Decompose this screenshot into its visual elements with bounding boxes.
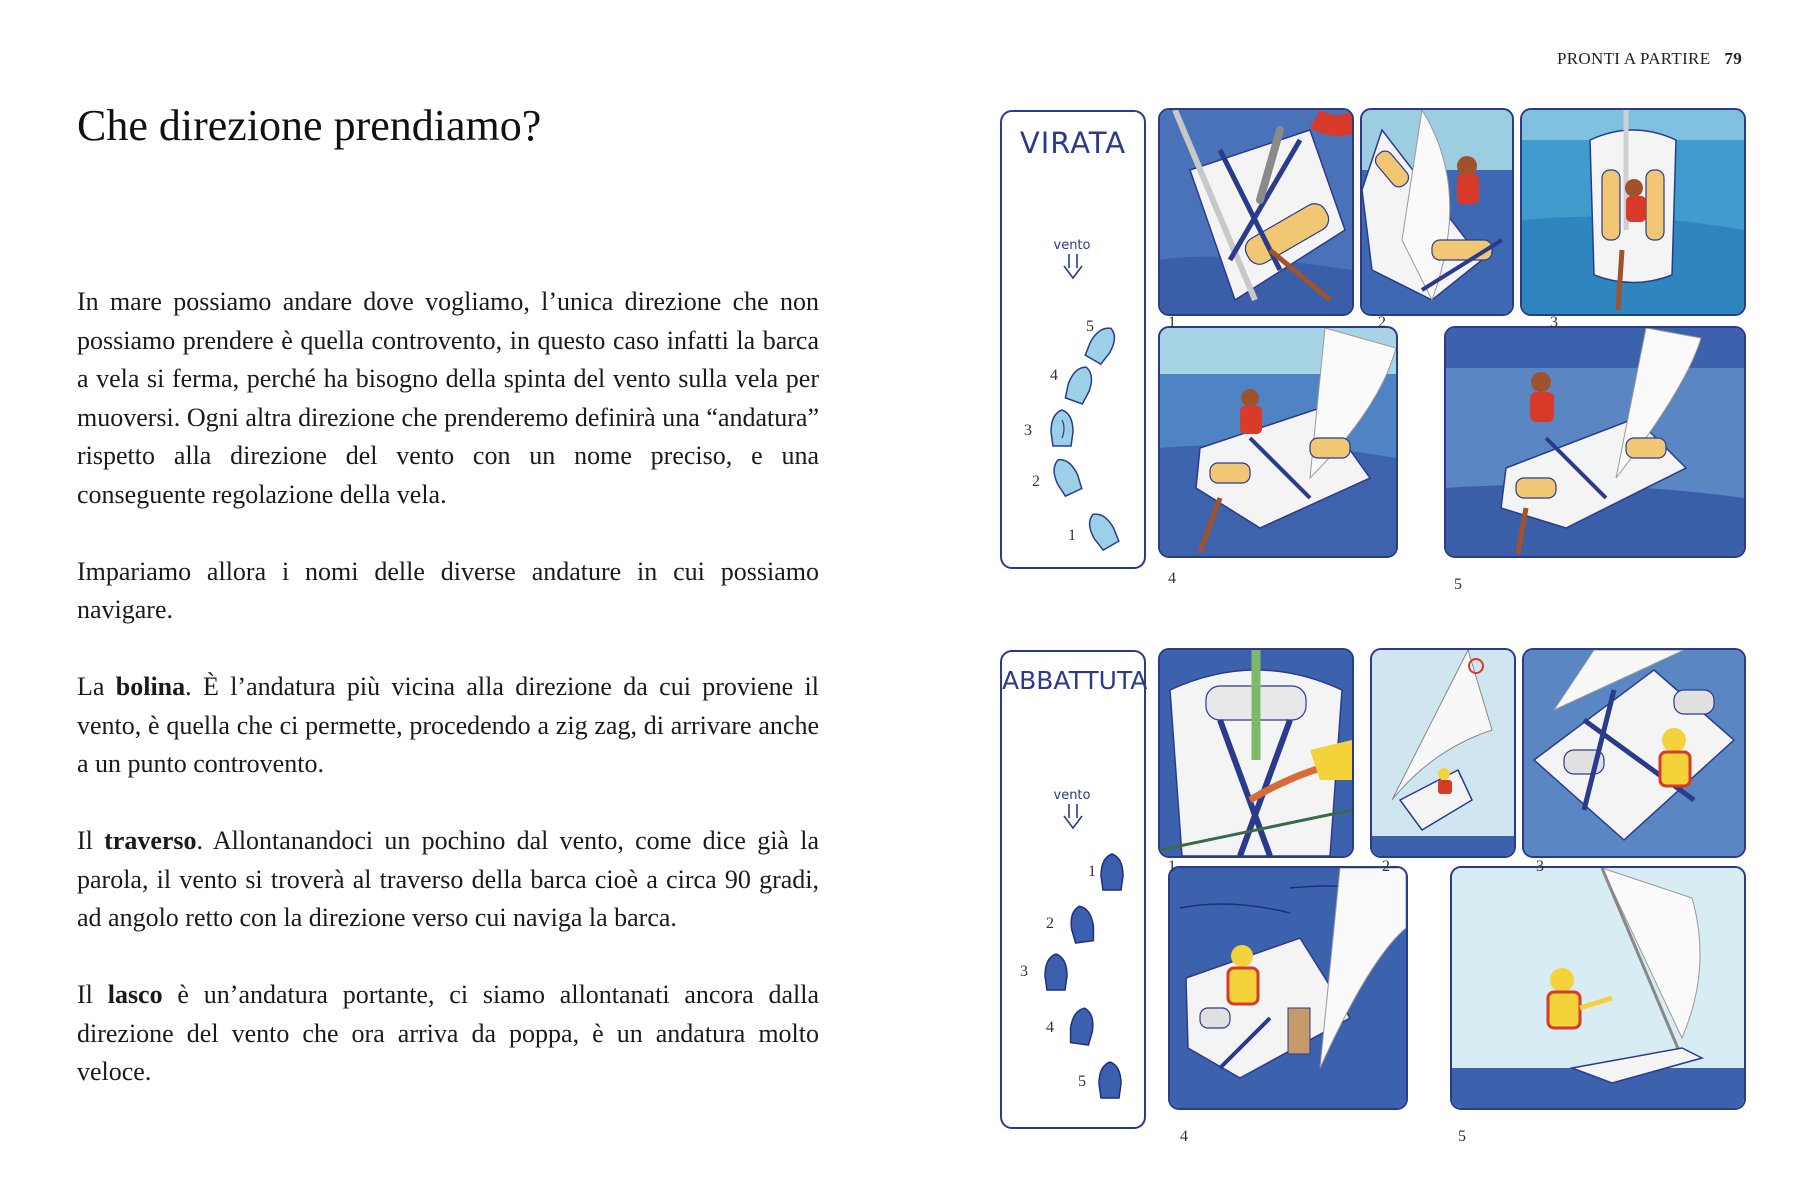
- virata-illustration: [990, 100, 1752, 605]
- panel-number: 4: [1180, 1128, 1188, 1145]
- virata-panel-1: [1158, 108, 1354, 316]
- paragraph-bolina: La bolina. È l’andatura più vicina alla direzione da cui proviene il vento, è quella che ci permette, procedendo a zig zag, di arrivare anche a un punto controvento.: [77, 672, 820, 778]
- virata-panel-3: [1520, 108, 1746, 316]
- mini-boat-3: [1045, 954, 1067, 990]
- boat-number: 3: [1020, 963, 1028, 980]
- boat-number: 4: [1050, 367, 1058, 384]
- boat-number: 4: [1046, 1019, 1054, 1036]
- mini-boat-3: [1051, 410, 1073, 446]
- wind-label: vento: [1053, 238, 1091, 253]
- boat-number: 1: [1088, 863, 1096, 880]
- mini-boat-2: [1048, 455, 1083, 497]
- virata-boat-sequence: [1002, 112, 1144, 567]
- body-text: [77, 283, 819, 1130]
- panel-number: 5: [1458, 1128, 1466, 1145]
- term-bolina: bolina: [115, 672, 186, 701]
- abbattuta-panel-4: [1168, 866, 1408, 1110]
- mini-boat-4: [1064, 363, 1097, 404]
- mini-boat-4: [1069, 1007, 1096, 1046]
- abbattuta-title: ABBATTUTA: [1002, 666, 1148, 695]
- panel-number: 4: [1168, 570, 1176, 587]
- abbattuta-boat-sequence: [1002, 652, 1148, 1127]
- boat-number: 5: [1086, 318, 1094, 335]
- paragraph-traverso: Il traverso. Allontanandoci un pochino dal vento, come dice già la parola, il vento si troverà al traverso della barca cioè a circa 90 gradi, ad angolo retto con la direzione verso cui naviga la barca.: [77, 826, 819, 932]
- page-number: 79: [1724, 49, 1742, 68]
- virata-panel-2: [1360, 108, 1514, 316]
- virata-title: VIRATA: [1019, 126, 1127, 160]
- abbattuta-panel-5: [1450, 866, 1746, 1110]
- mini-boat-1: [1101, 854, 1123, 890]
- panel-number: 2: [1382, 858, 1390, 875]
- virata-legend: [1000, 110, 1146, 569]
- running-head-section: PRONTI A PARTIRE: [1557, 49, 1711, 68]
- abbattuta-panel-1: [1158, 648, 1354, 858]
- paragraph-names: Impariamo allora i nomi delle diverse andature in cui possiamo navigare.: [77, 556, 819, 624]
- boat-number: 3: [1024, 422, 1032, 439]
- abbattuta-legend: [1000, 650, 1146, 1129]
- mini-boat-2: [1069, 905, 1096, 944]
- panel-number: 3: [1550, 314, 1558, 331]
- paragraph-lasco: Il lasco è un’andatura portante, ci siamo allontanati ancora dalla direzione del vento che ora arriva da poppa, è un andatura molto veloce.: [77, 980, 819, 1086]
- panel-number: 3: [1536, 858, 1544, 875]
- virata-panel-5: [1444, 326, 1746, 558]
- mini-boat-1: [1083, 509, 1120, 551]
- paragraph-intro: In mare possiamo andare dove vogliamo, l’unica direzione che non possiamo prendere è quella controvento, in questo caso infatti la barca a vela si ferma, perché ha bisogno della spinta del vento sulla vela per muoversi. Ogni altra direzione che prenderemo definirà una “andatura” rispetto alla direzione del vento con un nome preciso, e una conseguente regolazione della vela.: [77, 287, 819, 509]
- wind-label: vento: [1053, 788, 1091, 803]
- page-title: Che direzione prendiamo?: [77, 101, 542, 150]
- abbattuta-panel-2: [1370, 648, 1516, 858]
- boat-number: 2: [1032, 473, 1040, 490]
- panel-number: 1: [1168, 858, 1176, 875]
- virata-panel-4: [1158, 326, 1398, 558]
- term-traverso: traverso: [104, 826, 197, 855]
- term-lasco: lasco: [107, 980, 163, 1009]
- abbattuta-panel-3: [1522, 648, 1746, 858]
- boat-number: 5: [1078, 1073, 1086, 1090]
- panel-number: 5: [1454, 576, 1462, 593]
- boat-number: 1: [1068, 527, 1076, 544]
- boat-number: 2: [1046, 915, 1054, 932]
- panel-number: 1: [1168, 314, 1176, 331]
- abbattuta-illustration: [990, 640, 1752, 1160]
- mini-boat-5: [1099, 1062, 1121, 1098]
- panel-number: 2: [1378, 314, 1386, 331]
- running-head: [1480, 49, 1742, 69]
